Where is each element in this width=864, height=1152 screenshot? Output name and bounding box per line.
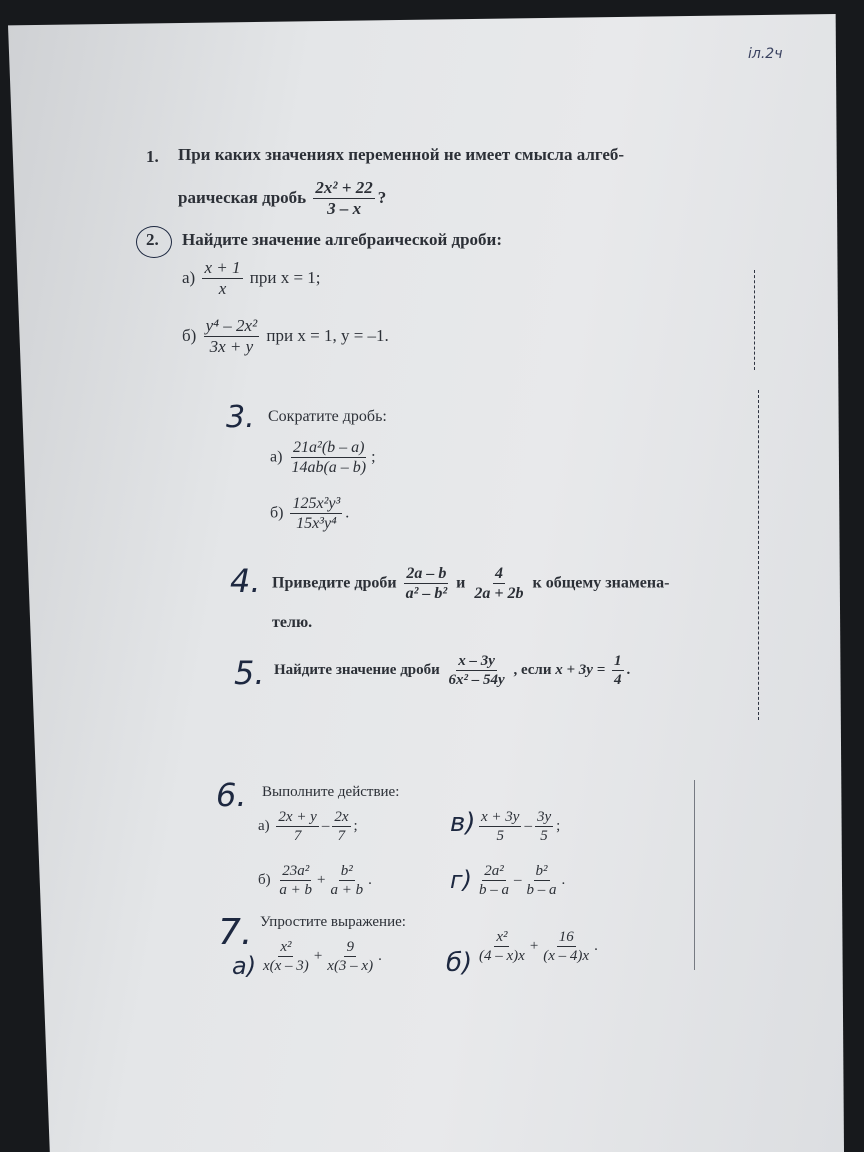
task3-number: 3.	[226, 400, 255, 435]
task5-fraction	[447, 652, 507, 689]
task1-fraction	[313, 178, 374, 220]
margin-line-3	[694, 780, 695, 970]
task2-b-numerator: y⁴ – 2x²	[204, 316, 260, 337]
margin-line-2	[758, 390, 759, 720]
task4-text1: Приведите дроби	[272, 574, 397, 592]
task7-b-label: б)	[446, 948, 473, 978]
task2-b-fraction	[204, 316, 260, 358]
task7-a-d2: x(3 – x)	[327, 958, 374, 974]
task3-a-denominator: 14ab(a – b)	[291, 459, 367, 477]
task3-b-tail: .	[345, 504, 350, 522]
task6-c-n1: 23a²	[282, 863, 310, 879]
task6-a-tail: ;	[353, 817, 358, 834]
task4-text2: к общему знамена-	[532, 574, 670, 592]
task6-a-fraction2	[332, 808, 350, 845]
task4-f1-numerator: 2a – b	[404, 564, 448, 584]
task6-b-fraction2	[535, 808, 553, 845]
task6-a	[258, 808, 358, 845]
task3-a-fraction	[289, 438, 368, 477]
task6-c-op: +	[317, 871, 326, 888]
task5-text1: Найдите значение дроби	[274, 661, 440, 678]
margin-line-1	[754, 270, 755, 370]
task5-value	[612, 652, 624, 689]
task6-c-d1: a + b	[279, 882, 313, 898]
task3-b-numerator: 125x²y³	[290, 494, 342, 514]
task6-b-fraction1	[479, 808, 521, 845]
task5-denominator: 6x² – 54y	[448, 672, 505, 688]
task3-b	[270, 494, 349, 533]
task6-d-fraction1	[477, 862, 511, 899]
task6-d-op: –	[514, 871, 522, 888]
task2-a-fraction	[202, 258, 242, 300]
task6-c-tail: .	[368, 871, 372, 888]
task3-a-numerator: 21a²(b – a)	[291, 438, 366, 458]
task7-b-n2: 16	[558, 929, 574, 945]
task1-denominator: 3 – x	[327, 199, 362, 219]
task6-c	[258, 862, 372, 899]
task7-a	[258, 938, 382, 975]
task2-a-denominator: x	[218, 279, 227, 299]
task4-f2-denominator: 2a + 2b	[474, 585, 524, 603]
task2-title: Найдите значение алгебраической дроби:	[182, 230, 503, 249]
task4-f1-denominator: a² – b²	[405, 585, 448, 603]
task6-d	[474, 862, 565, 899]
task7-b-n1: x²	[496, 929, 508, 945]
task3-b-fraction	[290, 494, 342, 533]
task6-d-fraction2	[525, 862, 559, 899]
task6-b-op: –	[524, 817, 532, 834]
task2-b-denominator: 3x + y	[209, 337, 254, 357]
task1-line2-text: раическая дробь	[178, 187, 307, 207]
task2-b-label: б)	[182, 325, 197, 345]
task6-b-tail: ;	[556, 817, 561, 834]
task3-a-tail: ;	[371, 448, 376, 466]
corner-note: іл.2ч	[748, 46, 783, 62]
task3-a	[270, 438, 376, 477]
task1-line1: При каких значениях переменной не имеет смысла алгеб-	[178, 145, 625, 164]
task6-a-op: –	[321, 817, 330, 834]
task6-c-label: б)	[258, 871, 271, 888]
task1-number: 1.	[146, 147, 159, 166]
task5-value-denominator: 4	[614, 672, 622, 688]
task6-b-label: в)	[450, 808, 476, 838]
task6-a-n1: 2x + y	[278, 809, 317, 825]
task2-a-label: а)	[182, 267, 196, 287]
task5-text2: , если	[513, 661, 552, 678]
task2-a	[182, 258, 321, 300]
task1-line2	[178, 178, 386, 220]
task6-c-n2: b²	[340, 863, 353, 879]
task5-value-numerator: 1	[614, 653, 622, 669]
task6-a-d2: 7	[337, 828, 346, 844]
task7-title: Упростите выражение:	[260, 914, 406, 930]
task6-b	[476, 808, 560, 845]
task6-d-n1: 2a²	[484, 863, 504, 879]
task4-and: и	[456, 574, 466, 592]
task6-a-label: а)	[258, 817, 270, 834]
task6-b-n1: x + 3y	[481, 809, 520, 825]
task5-condition: x + 3y =	[555, 661, 606, 678]
task7-b-tail: .	[594, 937, 598, 954]
task1-tail: ?	[377, 187, 387, 207]
task7-a-d1: x(x – 3)	[263, 958, 309, 974]
task3-b-denominator: 15x³y⁴	[296, 515, 337, 533]
task6-number: 6.	[216, 776, 247, 814]
task6-d-d2: b – a	[526, 882, 557, 898]
task7-b	[474, 928, 598, 965]
task7-b-fraction2	[541, 928, 591, 965]
task7-a-fraction2	[325, 938, 375, 975]
task6-c-d2: a + b	[330, 882, 364, 898]
task7-b-d1: (4 – x)x	[479, 948, 525, 964]
task4-fraction1	[404, 564, 450, 603]
task6-d-n2: b²	[535, 863, 548, 879]
task6-a-fraction1	[276, 808, 318, 845]
task7-a-n2: 9	[346, 939, 354, 955]
task3-b-label: б)	[270, 504, 284, 522]
task6-title: Выполните действие:	[262, 784, 400, 800]
task6-d-tail: .	[561, 871, 566, 888]
task6-a-d1: 7	[293, 828, 302, 844]
task7-b-d2: (x – 4)x	[543, 948, 590, 964]
task7-number: 7.	[218, 912, 253, 953]
task3-title: Сократите дробь:	[268, 408, 387, 425]
task7-a-tail: .	[378, 947, 382, 964]
task6-d-d1: b – a	[479, 882, 509, 898]
task4-fraction2	[472, 564, 525, 603]
task5-line: Найдите значение дроби $\frac{x - 3y}{\text{6x² – 54y}}$ , если x + 3y = $\frac{1}{4}$ .	[274, 653, 631, 688]
task7-b-op: +	[529, 937, 539, 954]
task4-line1	[272, 564, 669, 603]
task6-a-n2: 2x	[334, 809, 349, 825]
task7-a-op: +	[313, 947, 323, 964]
task2-a-condition: при x = 1;	[249, 267, 321, 287]
task2-number: 2.	[146, 230, 159, 249]
task7-b-fraction1	[477, 928, 527, 965]
task6-b-d1: 5	[496, 828, 504, 844]
task6-d-label: г)	[450, 866, 472, 894]
task6-b-n2: 3y	[536, 809, 552, 825]
task1-numerator: 2x² + 22	[313, 178, 374, 199]
task7-a-label: а)	[232, 952, 257, 980]
task4-number: 4.	[230, 562, 261, 600]
task2-b-condition: при x = 1, y = –1.	[266, 325, 389, 345]
task3-a-label: а)	[270, 448, 283, 466]
task6-b-d2: 5	[540, 828, 548, 844]
task5-number: 5.	[234, 654, 265, 692]
task5-numerator: x – 3y	[458, 653, 495, 669]
task2-a-numerator: x + 1	[202, 258, 242, 279]
task6-c-fraction2	[328, 862, 365, 899]
task2-b	[182, 316, 389, 358]
task4-line2: телю.	[272, 614, 313, 631]
task7-a-n1: x²	[280, 939, 292, 955]
task6-c-fraction1	[277, 862, 314, 899]
task7-a-fraction1	[261, 938, 311, 975]
task4-f2-numerator: 4	[493, 564, 505, 584]
